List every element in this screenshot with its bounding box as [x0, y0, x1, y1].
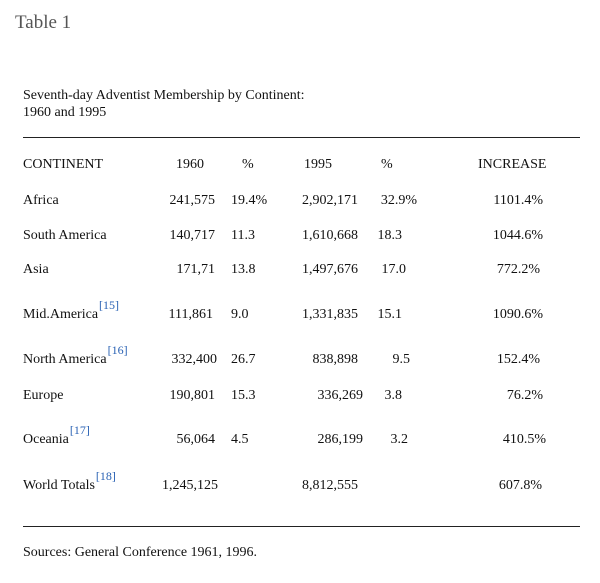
cell-pct-1995: 32.9%	[380, 193, 417, 208]
cell-1960: 1,245,125	[162, 478, 218, 493]
cell-increase: 1044.6%	[492, 228, 543, 243]
header-pct-1960: %	[242, 157, 254, 172]
cell-continent	[23, 343, 128, 368]
continent-label: Europe	[23, 388, 64, 403]
continent-label: Asia	[23, 262, 49, 277]
cell-pct-1960: 9.0	[231, 307, 249, 322]
cell-pct-1995: 3.2	[390, 432, 408, 447]
cell-pct-1960: 11.3	[231, 228, 255, 243]
continent-label: Africa	[23, 193, 59, 208]
cell-increase: 772.2%	[496, 262, 540, 277]
cell-continent	[23, 423, 90, 448]
cell-pct-1995: 18.3	[377, 228, 402, 243]
footnote-link[interactable]: [16]	[107, 343, 128, 357]
cell-1995: 336,269	[317, 388, 363, 403]
footnote-link[interactable]: [15]	[99, 298, 120, 312]
cell-continent	[23, 469, 116, 494]
cell-continent	[23, 228, 107, 244]
cell-pct-1960: 4.5	[231, 432, 249, 447]
cell-1995: 838,898	[312, 352, 358, 367]
cell-1960: 332,400	[171, 352, 217, 367]
header-increase: INCREASE	[478, 157, 547, 172]
cell-increase: 76.2%	[506, 388, 543, 403]
table-label: Table 1	[15, 12, 72, 33]
caption-line-2: 1960 and 1995	[23, 105, 107, 120]
cell-pct-1995: 15.1	[377, 307, 402, 322]
cell-1960: 171,71	[176, 262, 215, 277]
header-1995: 1995	[304, 157, 332, 172]
cell-1995: 1,610,668	[302, 228, 358, 243]
cell-1995: 1,497,676	[302, 262, 358, 277]
header-pct-1995: %	[381, 157, 393, 172]
header-1960: 1960	[176, 157, 204, 172]
header-continent: CONTINENT	[23, 157, 104, 172]
cell-1960: 190,801	[169, 388, 215, 403]
cell-1995: 2,902,171	[302, 193, 358, 208]
cell-1960: 241,575	[169, 193, 215, 208]
bottom-rule	[23, 526, 580, 527]
cell-increase: 607.8%	[498, 478, 542, 493]
continent-label: Oceania	[23, 432, 69, 447]
continent-label: Mid.America	[23, 307, 99, 322]
cell-increase: 1090.6%	[492, 307, 543, 322]
continent-label: South America	[23, 228, 107, 243]
cell-pct-1960: 13.8	[231, 262, 256, 277]
continent-label: World Totals	[23, 478, 95, 493]
cell-1995: 8,812,555	[302, 478, 358, 493]
cell-continent	[23, 262, 49, 278]
cell-continent	[23, 193, 59, 209]
cell-continent	[23, 298, 120, 323]
footnote-link[interactable]: [18]	[95, 469, 116, 483]
source-note: Sources: General Conference 1961, 1996.	[23, 545, 258, 560]
top-rule	[23, 137, 580, 138]
cell-increase: 152.4%	[496, 352, 540, 367]
cell-increase: 410.5%	[502, 432, 546, 447]
caption-line-1: Seventh-day Adventist Membership by Continent:	[23, 88, 305, 103]
cell-1960: 140,717	[169, 228, 215, 243]
footnote-link[interactable]: [17]	[69, 423, 90, 437]
cell-1960: 56,064	[176, 432, 215, 447]
cell-1995: 286,199	[317, 432, 363, 447]
cell-pct-1995: 9.5	[392, 352, 410, 367]
cell-pct-1960: 19.4%	[231, 193, 268, 208]
cell-1960: 111,861	[168, 307, 213, 322]
continent-label: North America	[23, 352, 107, 367]
cell-pct-1960: 26.7	[231, 352, 256, 367]
cell-continent	[23, 388, 63, 404]
cell-pct-1995: 17.0	[381, 262, 406, 277]
cell-pct-1995: 3.8	[384, 388, 402, 403]
cell-1995: 1,331,835	[302, 307, 358, 322]
cell-increase: 1101.4%	[493, 193, 543, 208]
cell-pct-1960: 15.3	[231, 388, 256, 403]
